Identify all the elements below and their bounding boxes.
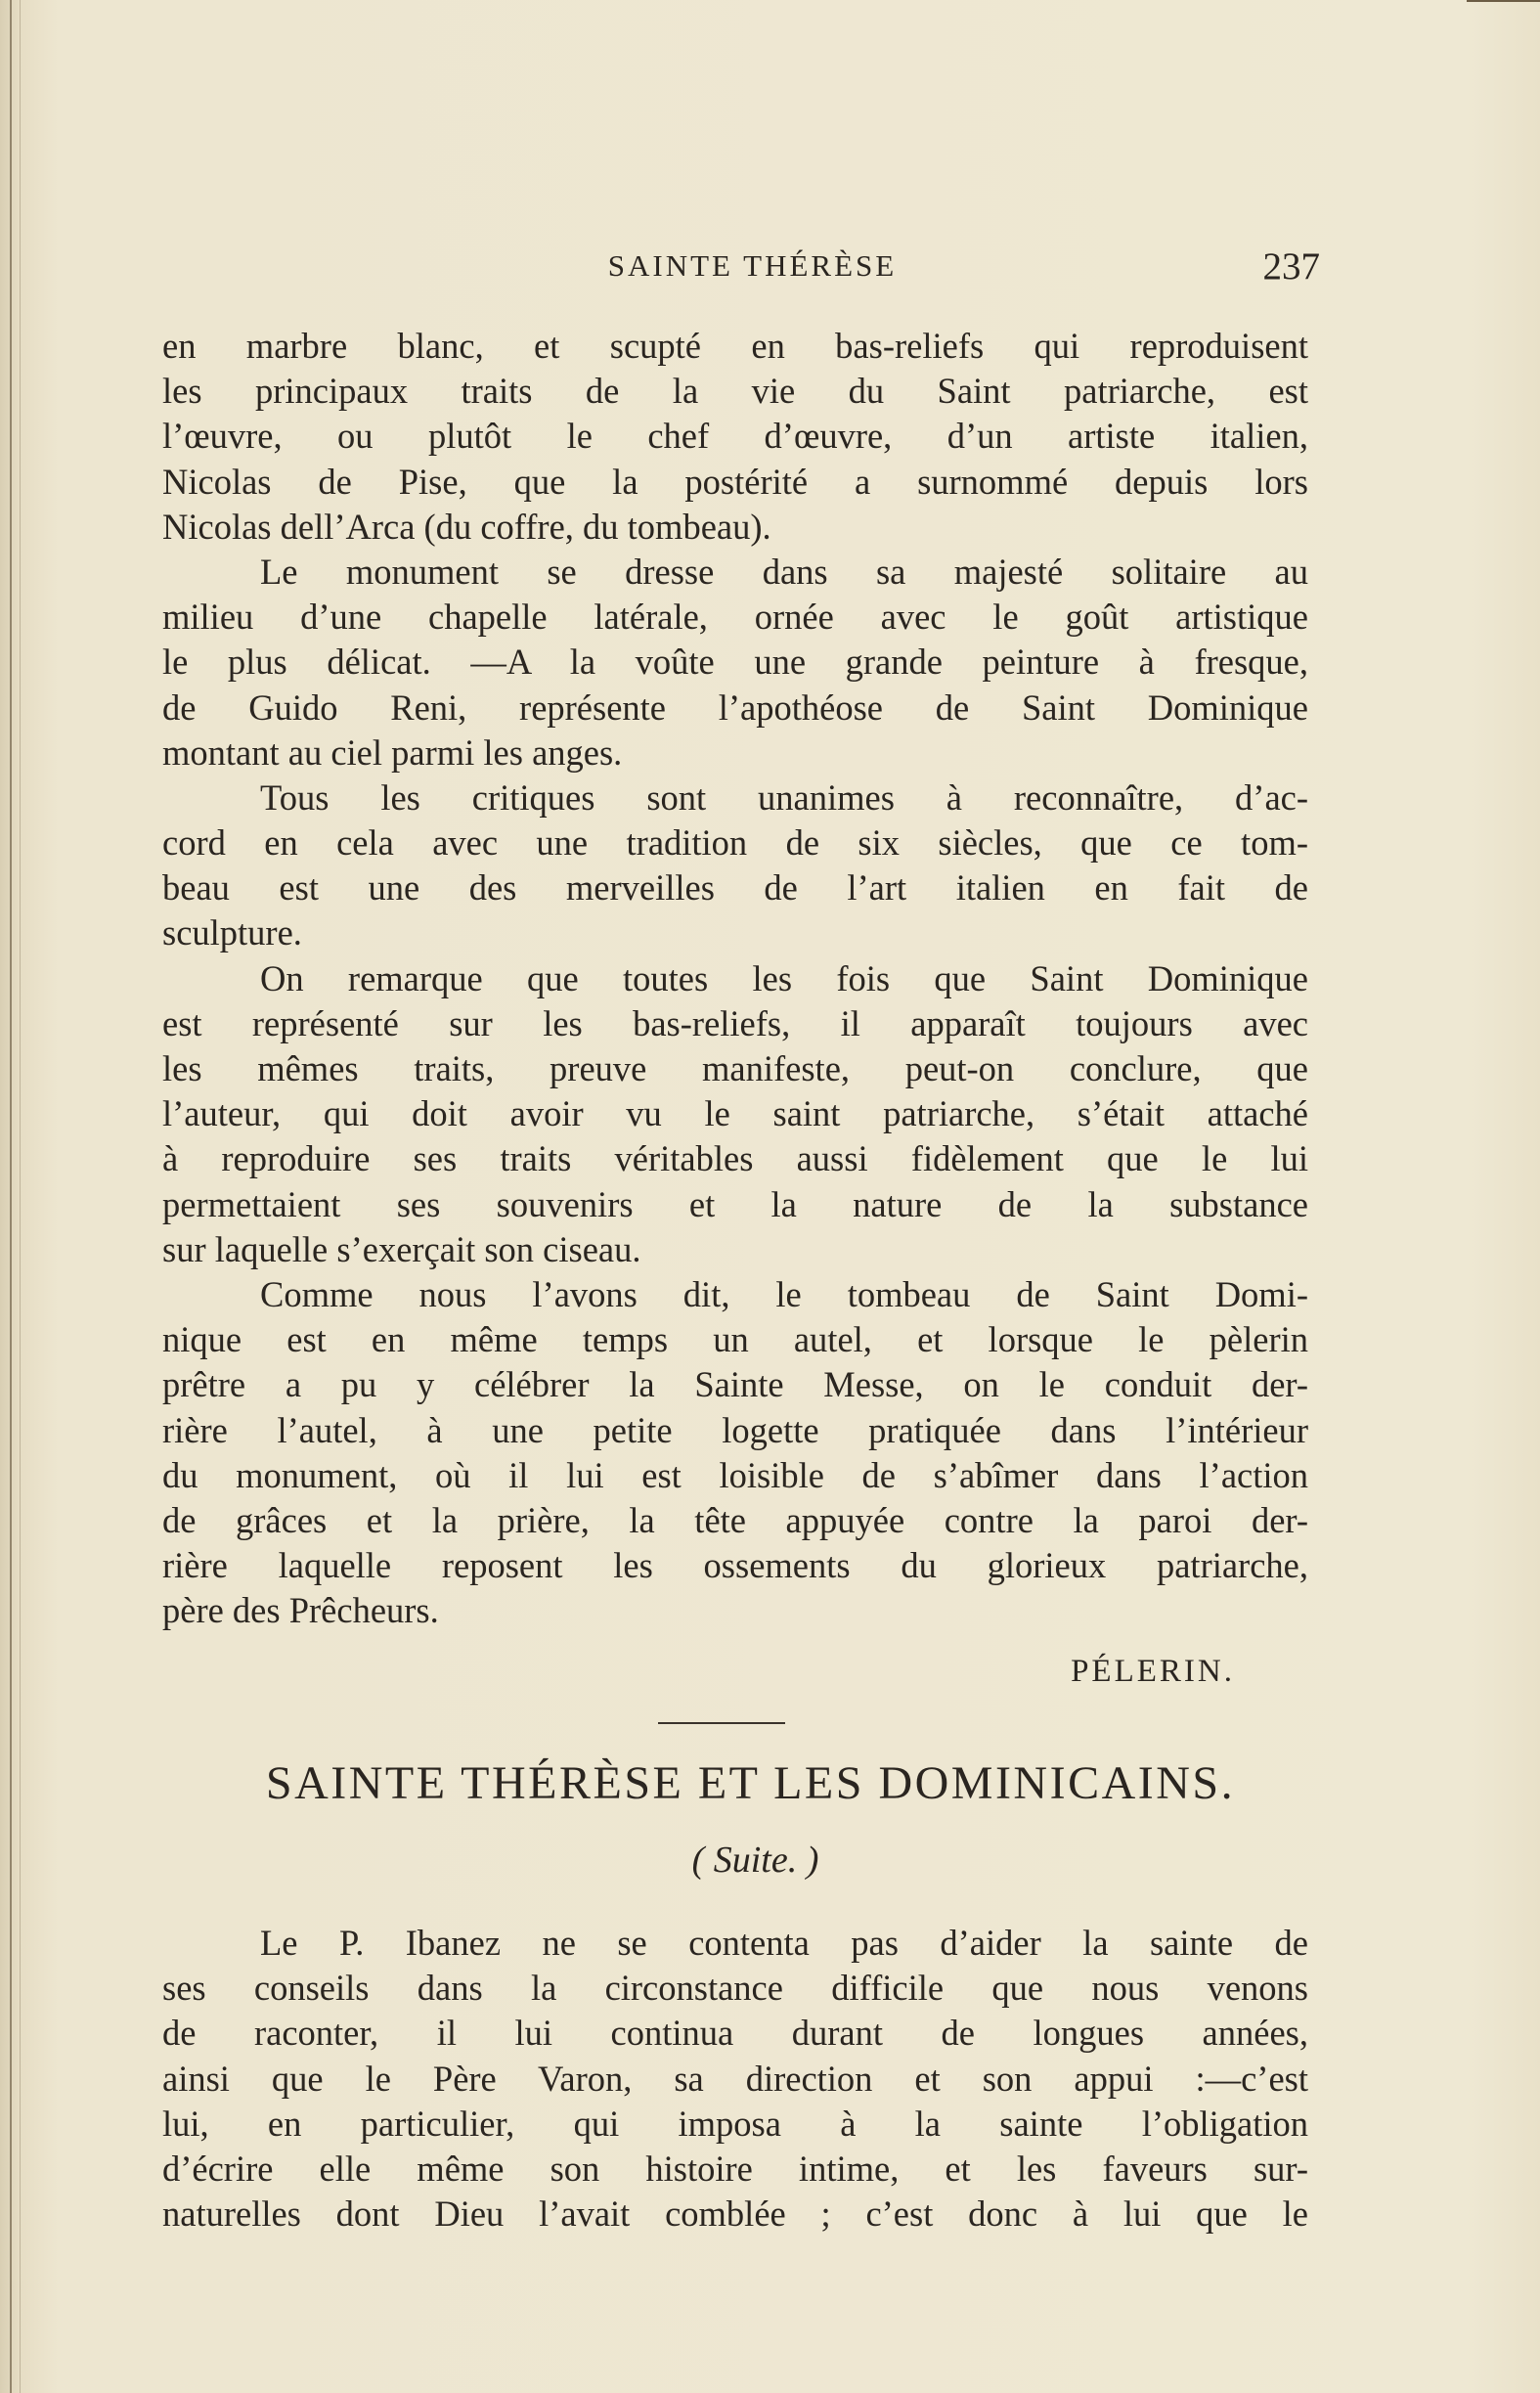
text-line: de grâces et la prière, la tête appuyée contre la paroi der- (162, 1499, 1308, 1540)
text-line: beau est une des merveilles de l’art italien en fait de (162, 867, 1308, 908)
text-line: de Guido Reni, représente l’apothéose de Saint Dominique (162, 687, 1308, 728)
text-line: ainsi que le Père Varon, sa direction et son appui :—c’est (162, 2058, 1308, 2099)
text-line: à reproduire ses traits véritables aussi fidèlement que le lui (162, 1138, 1308, 1179)
article-body-1 (162, 324, 1308, 1633)
text-line: permettaient ses souvenirs et la nature de la substance (162, 1183, 1308, 1224)
text-line: père des Prêcheurs. (162, 1590, 439, 1631)
text-line: les mêmes traits, preuve manifeste, peut-on conclure, que (162, 1048, 1308, 1088)
text-line: le plus délicat. —A la voûte une grande peinture à fresque, (162, 642, 1308, 683)
article-body-2 (162, 1921, 1308, 2237)
page-edge-line (10, 0, 12, 2393)
text-line: les principaux traits de la vie du Saint patriarche, est (162, 371, 1308, 412)
text-line: sur laquelle s’exerçait son ciseau. (162, 1228, 641, 1269)
text-line: Nicolas dell’Arca (du coffre, du tombeau). (162, 506, 771, 547)
text-line: nique est en même temps un autel, et lorsque le pèlerin (162, 1319, 1308, 1360)
section-subtitle: ( Suite. ) (691, 1839, 819, 1881)
section-divider (658, 1722, 785, 1724)
text-line: ses conseils dans la circonstance difficile que nous venons (162, 1968, 1308, 2009)
text-line: sculpture. (162, 912, 302, 953)
text-line: rière l’autel, à une petite logette pratiquée dans l’intérieur (162, 1409, 1308, 1450)
text-line: Nicolas de Pise, que la postérité a surnommé depuis lors (162, 461, 1308, 502)
text-line: l’auteur, qui doit avoir vu le saint patriarche, s’était attaché (162, 1093, 1308, 1134)
running-head: SAINTE THÉRÈSE (607, 248, 898, 283)
text-line: prêtre a pu y célébrer la Sainte Messe, on le conduit der- (162, 1364, 1308, 1405)
page-edge-shadow (20, 0, 21, 2393)
text-line: l’œuvre, ou plutôt le chef d’œuvre, d’un artiste italien, (162, 416, 1308, 457)
text-line: rière laquelle reposent les ossements du glorieux patriarche, (162, 1545, 1308, 1586)
text-line: milieu d’une chapelle latérale, ornée avec le goût artistique (162, 597, 1308, 638)
page-number: 237 (1262, 245, 1320, 288)
section-title: SAINTE THÉRÈSE ET LES DOMINICAINS. (265, 1757, 1236, 1809)
author-signature: PÉLERIN. (1071, 1654, 1235, 1689)
text-line: d’écrire elle même son histoire intime, et les faveurs sur- (162, 2148, 1308, 2189)
text-line: cord en cela avec une tradition de six siècles, que ce tom- (162, 822, 1308, 864)
text-line: de raconter, il lui continua durant de longues années, (162, 2013, 1308, 2054)
top-edge-line (1467, 0, 1540, 2)
text-line: On remarque que toutes les fois que Saint Dominique (260, 957, 1308, 998)
text-line: Comme nous l’avons dit, le tombeau de Saint Domi- (260, 1273, 1308, 1314)
text-line: du monument, où il lui est loisible de s’abîmer dans l’action (162, 1454, 1308, 1495)
text-line: naturelles dont Dieu l’avait comblée ; c’est donc à lui que le (162, 2194, 1308, 2235)
text-line: est représenté sur les bas-reliefs, il apparaît toujours avec (162, 1002, 1308, 1043)
text-line: Le P. Ibanez ne se contenta pas d’aider la sainte de (260, 1923, 1308, 1963)
text-line: montant au ciel parmi les anges. (162, 731, 623, 773)
text-line: Tous les critiques sont unanimes à reconnaître, d’ac- (260, 776, 1308, 818)
text-line: en marbre blanc, et scupté en bas-reliefs qui reproduisent (162, 326, 1308, 366)
text-line: Le monument se dresse dans sa majesté solitaire au (260, 551, 1308, 592)
text-line: lui, en particulier, qui imposa à la sainte l’obligation (162, 2103, 1308, 2144)
